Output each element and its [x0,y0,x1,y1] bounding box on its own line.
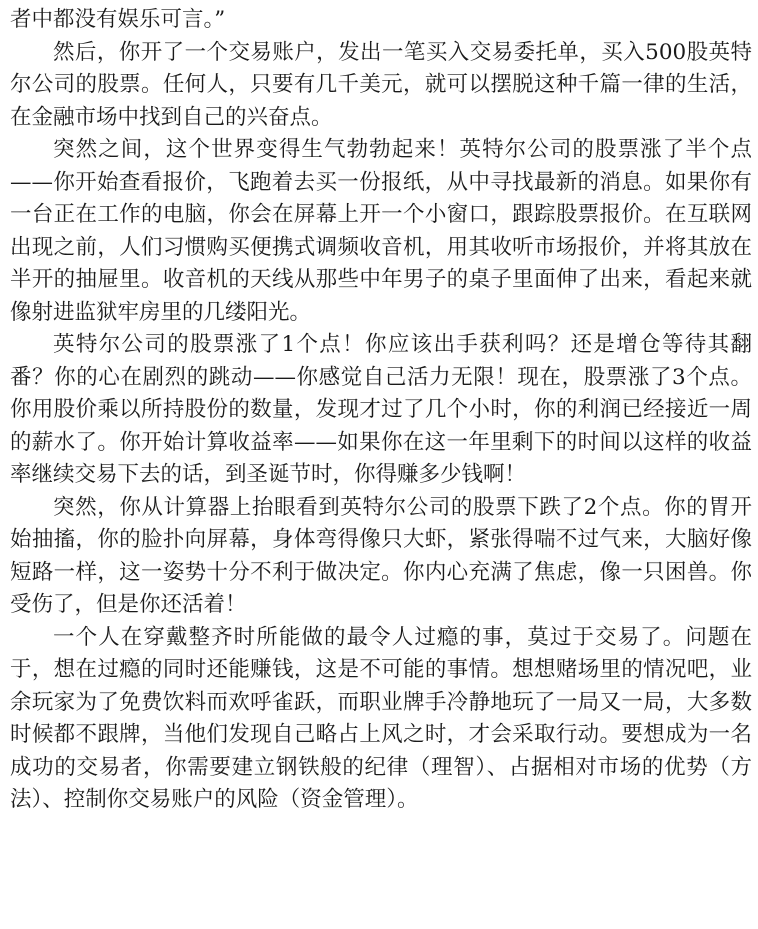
paragraph-stock-up: 英特尔公司的股票涨了1个点！你应该出手获利吗？还是增仓等待其翻番？你的心在剧烈的跳动——你感觉自己活力无限！现在，股票涨了3个点。你用股价乘以所持股份的数量，发现才过了几个小时，你的利润已经接近一周的薪水了。你开始计算收益率——如果你在这一年里剩下的时间以这样的收益率继续交易下去的话，到圣诞节时，你得赚多少钱啊！ [10,332,752,487]
paragraph-world-comes-alive: 突然之间，这个世界变得生气勃勃起来！英特尔公司的股票涨了半个点——你开始查看报价，飞跑着去买一份报纸，从中寻找最新的消息。如果你有一台正在工作的电脑，你会在屏幕上开一个小窗口，跟踪股票报价。在互联网出现之前，人们习惯购买便携式调频收音机，用其收听市场报价，并将其放在半开的抽屉里。收音机的天线从那些中年男子的桌子里面伸了出来，看起来就像射进监狱牢房里的几缕阳光。 [10,137,752,325]
paragraph-continuation: 者中都没有娱乐可言。” [10,7,226,32]
paragraph-trading-discipline: 一个人在穿戴整齐时所能做的最令人过瘾的事，莫过于交易了。问题在于，想在过瘾的同时还能赚钱，这是不可能的事情。想想赌场里的情况吧，业余玩家为了免费饮料而欢呼雀跃，而职业牌手冷静地玩了一局又一局，大多数时候都不跟牌，当他们发现自己略占上风之时，才会采取行动。要想成为一名成功的交易者，你需要建立钢铁般的纪律（理智）、占据相对市场的优势（方法）、控制你交易账户的风险（资金管理）。 [10,624,752,812]
paragraph-stock-down: 突然，你从计算器上抬眼看到英特尔公司的股票下跌了2个点。你的胃开始抽搐，你的脸扑向屏幕，身体弯得像只大虾，紧张得喘不过气来，大脑好像短路一样，这一姿势十分不利于做决定。你内心充满了焦虑，像一只困兽。你受伤了，但是你还活着！ [10,494,752,617]
paragraph-open-account: 然后，你开了一个交易账户，发出一笔买入交易委托单，买入500股英特尔公司的股票。任何人，只要有几千美元，就可以摆脱这种千篇一律的生活，在金融市场中找到自己的兴奋点。 [10,39,752,130]
